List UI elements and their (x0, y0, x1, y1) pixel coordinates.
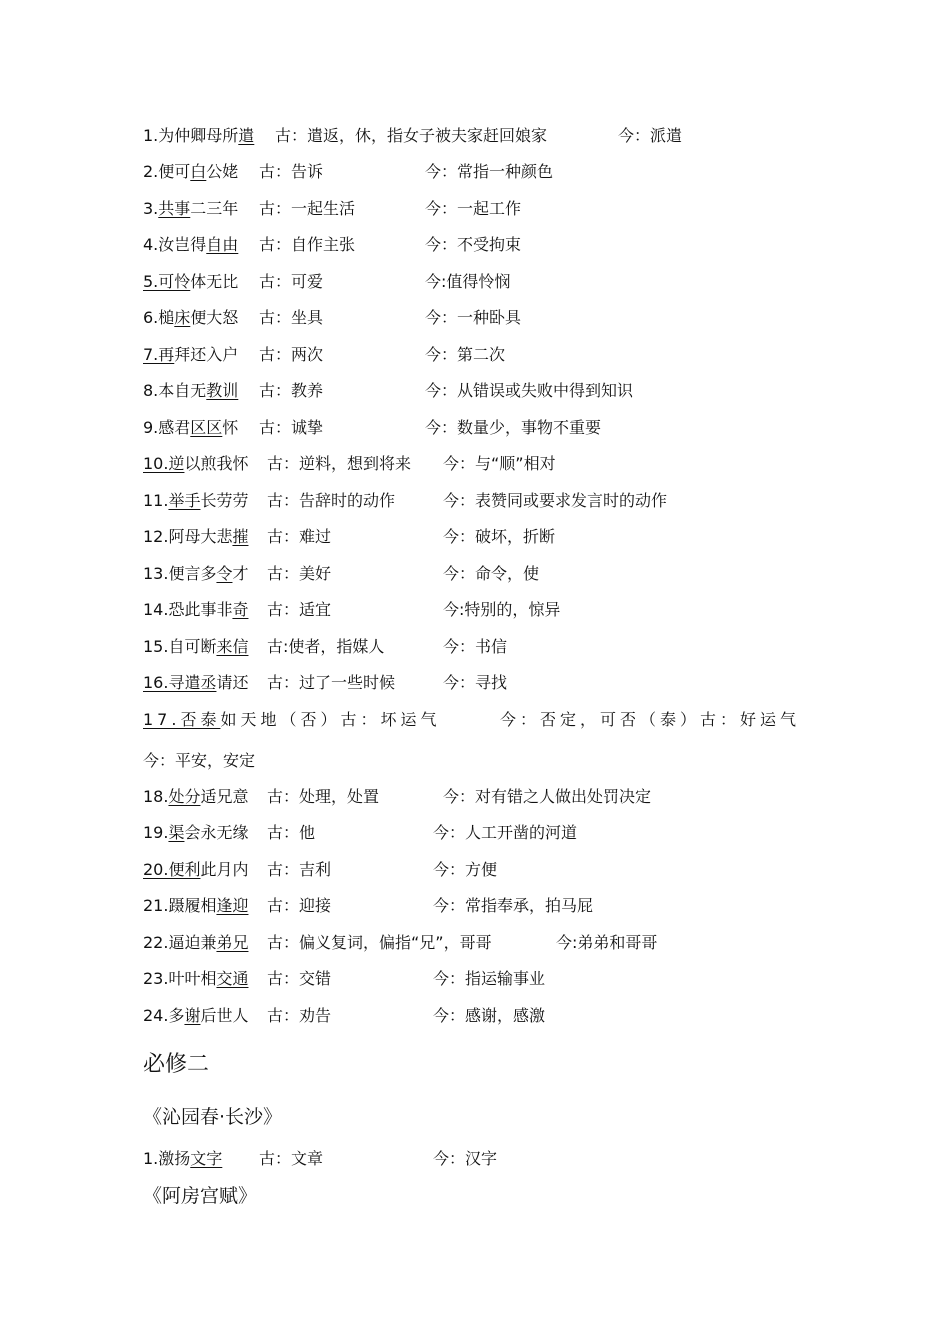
entry-keyword: 逢迎 (216, 896, 249, 915)
modern-meaning: 今：常指奉承，拍马屁 (433, 896, 594, 915)
modern-meaning: 今：方便 (433, 860, 498, 879)
entry-phrase (143, 270, 238, 294)
entry-line (143, 270, 511, 294)
ancient-meaning: 古：交错 (267, 969, 332, 988)
ancient-meaning: 古：告辞时的动作 (267, 491, 396, 510)
modern-meaning: 今：与“顺”相对 (443, 454, 556, 473)
entry-keyword: 遣 (238, 126, 255, 145)
entry-line (143, 671, 508, 695)
entry-phrase (143, 525, 248, 549)
entry-phrase (143, 343, 238, 367)
entry-phrase (143, 306, 238, 330)
entry-keyword: 床 (174, 308, 191, 327)
entry-line (143, 562, 540, 586)
ancient-meaning: 古：遣返，休，指女子被夫家赶回娘家 (275, 126, 548, 145)
entry-phrase-underlined: 5.可怜 (143, 272, 191, 291)
entry-phrase-underlined: 20.便利 (143, 860, 201, 879)
modern-meaning: 今：指运输事业 (433, 969, 546, 988)
entry-line (143, 160, 554, 184)
entry-line (143, 233, 522, 257)
entry-phrase-rest: 长劳劳 (200, 491, 249, 510)
entry-keyword: 交通 (216, 969, 249, 988)
entry-keyword: 教训 (206, 381, 239, 400)
entry-number: 3. (143, 199, 159, 218)
modern-meaning: 今：对有错之人做出处罚决定 (443, 787, 652, 806)
entry-number: 22.逼迫兼 (143, 933, 217, 952)
entry-line-17-continued (143, 749, 255, 773)
entry-number: 11. (143, 491, 169, 510)
entry-keyword: 自由 (206, 235, 239, 254)
entry-phrase-rest: 才 (232, 564, 249, 583)
entry-phrase (143, 233, 238, 257)
entry-phrase (143, 598, 248, 622)
entry-keyword: 渠 (168, 823, 185, 842)
entry-line (143, 416, 602, 440)
entry-phrase (143, 1004, 248, 1028)
ancient-meaning: 古：适宜 (267, 600, 332, 619)
entry-phrase-rest: 二三年 (190, 199, 239, 218)
ancient-meaning: 古：教养 (259, 381, 324, 400)
entry-phrase-rest: 适兄意 (200, 787, 249, 806)
ancient-meaning: 古：美好 (267, 564, 332, 583)
entry-phrase (143, 894, 248, 918)
entry-phrase-rest: 如天地（否）古：坏运气 (220, 710, 441, 729)
entry-phrase-rest: 怀 (222, 418, 239, 437)
ancient-meaning: 古：一起生活 (259, 199, 356, 218)
entry-line (143, 452, 556, 476)
modern-meaning: 今：表赞同或要求发言时的动作 (443, 491, 668, 510)
entry-phrase-rest: 公姥 (206, 162, 239, 181)
modern-meaning: 今：破坏，折断 (443, 527, 556, 546)
modern-meaning: 今：从错误或失败中得到知识 (425, 381, 634, 400)
entry-phrase (143, 562, 248, 586)
entry-phrase (143, 124, 254, 148)
entry-line (143, 124, 683, 148)
entry-phrase (143, 785, 248, 809)
entry-phrase (143, 416, 238, 440)
entry-phrase-underlined: 10.逆 (143, 454, 185, 473)
ancient-meaning: 古：他 (267, 823, 316, 842)
entry-line (143, 197, 522, 221)
entry-number: 4.汝岂得 (143, 235, 207, 254)
entry-number: 8.本自无 (143, 381, 207, 400)
entry-line (143, 343, 506, 367)
entry-keyword: 谢 (184, 1006, 201, 1025)
entry-line (143, 821, 578, 845)
modern-meaning: 今：否定，可否（泰）古：好运气 (500, 710, 801, 729)
modern-meaning: 今:值得怜悯 (425, 272, 511, 291)
entry-line (143, 306, 522, 330)
modern-meaning: 今：感谢，感激 (433, 1006, 546, 1025)
entry-number: 1.为仲卿母所 (143, 126, 239, 145)
entry-phrase-underlined: 7.再 (143, 345, 175, 364)
poem-title: 《沁园春·长沙》 (143, 1106, 283, 1128)
modern-meaning: 今:特别的，惊异 (443, 600, 561, 619)
entry-line (143, 489, 668, 513)
entry-number: 18. (143, 787, 169, 806)
entry-phrase-rest: 此月内 (200, 860, 249, 879)
entry-phrase (143, 489, 248, 513)
entry-number: 24.多 (143, 1006, 185, 1025)
poem-entry-line (143, 1147, 498, 1171)
entry-keyword: 白 (190, 162, 207, 181)
entry-phrase-rest: 后世人 (200, 1006, 249, 1025)
entry-keyword: 弟兄 (216, 933, 249, 952)
entry-number: 21.蹑履相 (143, 896, 217, 915)
entry-keyword: 令 (216, 564, 233, 583)
entry-phrase (143, 967, 248, 991)
ancient-meaning: 古：两次 (259, 345, 324, 364)
entry-phrase-rest: 体无比 (190, 272, 239, 291)
ancient-meaning: 古：告诉 (259, 162, 324, 181)
modern-meaning: 今：数量少，事物不重要 (425, 418, 602, 437)
modern-meaning: 今：派遣 (618, 126, 683, 145)
entry-number: 15.自可断 (143, 637, 217, 656)
entry-number: 19. (143, 823, 169, 842)
entry-line (143, 379, 634, 403)
entry-number: 23.叶叶相 (143, 969, 217, 988)
entry-keyword: 举手 (168, 491, 201, 510)
entry-line (143, 598, 561, 622)
ancient-meaning: 古：文章 (259, 1149, 324, 1168)
entry-keyword: 区区 (190, 418, 223, 437)
ancient-meaning: 古：偏义复词，偏指“兄”，哥哥 (267, 933, 492, 952)
entry-keyword: 文字 (190, 1149, 223, 1168)
ancient-meaning: 古：坐具 (259, 308, 324, 327)
entry-line (143, 894, 594, 918)
entry-line (143, 525, 556, 549)
entry-phrase-rest: 请还 (216, 673, 249, 692)
modern-meaning-continued: 今：平安，安定 (143, 751, 256, 770)
entry-phrase-rest: 以煎我怀 (184, 454, 249, 473)
ancient-meaning: 古：吉利 (267, 860, 332, 879)
modern-meaning: 今：常指一种颜色 (425, 162, 554, 181)
modern-meaning: 今：不受拘束 (425, 235, 522, 254)
ancient-meaning: 古：劝告 (267, 1006, 332, 1025)
poem-title: 《阿房宫赋》 (143, 1185, 258, 1207)
ancient-meaning: 古：过了一些时候 (267, 673, 396, 692)
entry-number: 6.槌 (143, 308, 175, 327)
modern-meaning: 今：寻找 (443, 673, 508, 692)
ancient-meaning: 古：迎接 (267, 896, 332, 915)
entry-phrase (143, 1147, 222, 1171)
entry-phrase (143, 197, 238, 221)
ancient-meaning: 古:使者，指媒人 (267, 637, 385, 656)
modern-meaning: 今：一起工作 (425, 199, 522, 218)
ancient-meaning: 古：逆料，想到将来 (267, 454, 412, 473)
modern-meaning: 今：一种卧具 (425, 308, 522, 327)
entry-phrase (143, 635, 248, 659)
entry-line (143, 1004, 546, 1028)
entry-keyword: 17.否泰 (143, 710, 221, 729)
entry-keyword: 处分 (168, 787, 201, 806)
modern-meaning: 今：书信 (443, 637, 508, 656)
ancient-meaning: 古：自作主张 (259, 235, 356, 254)
entry-keyword: 来信 (216, 637, 249, 656)
entry-keyword: 摧 (232, 527, 249, 546)
entry-line (143, 931, 658, 955)
entry-phrase (143, 821, 248, 845)
ancient-meaning: 古：可爱 (259, 272, 324, 291)
entry-phrase (143, 160, 238, 184)
entry-phrase (143, 452, 248, 476)
entry-keyword: 共事 (158, 199, 191, 218)
ancient-meaning: 古：处理，处置 (267, 787, 380, 806)
entry-line (143, 785, 652, 809)
modern-meaning: 今：命令，使 (443, 564, 540, 583)
entry-line (143, 635, 508, 659)
entry-phrase (143, 931, 248, 955)
entry-number: 12.阿母大悲 (143, 527, 233, 546)
entry-phrase (143, 671, 248, 695)
entry-phrase (143, 858, 248, 882)
entry-line (143, 967, 546, 991)
entry-line (143, 858, 498, 882)
entry-number: 14.恐此事非 (143, 600, 233, 619)
entry-phrase-rest: 拜还入户 (174, 345, 239, 364)
section-heading: 必修二 (143, 1052, 210, 1077)
modern-meaning: 今:弟弟和哥哥 (556, 933, 658, 952)
entry-phrase-rest: 便大怒 (190, 308, 239, 327)
modern-meaning: 今：第二次 (425, 345, 506, 364)
ancient-meaning: 古：诚挚 (259, 418, 324, 437)
modern-meaning: 今：汉字 (433, 1149, 498, 1168)
entry-phrase (143, 379, 238, 403)
entry-line-17 (143, 708, 801, 732)
entry-phrase-underlined: 16.寻遣丞 (143, 673, 217, 692)
entry-number: 9.感君 (143, 418, 191, 437)
modern-meaning: 今：人工开凿的河道 (433, 823, 578, 842)
ancient-meaning: 古：难过 (267, 527, 332, 546)
entry-number: 1.激扬 (143, 1149, 191, 1168)
entry-phrase-rest: 会永无缘 (184, 823, 249, 842)
entry-keyword: 奇 (232, 600, 249, 619)
entry-number: 2.便可 (143, 162, 191, 181)
entry-number: 13.便言多 (143, 564, 217, 583)
